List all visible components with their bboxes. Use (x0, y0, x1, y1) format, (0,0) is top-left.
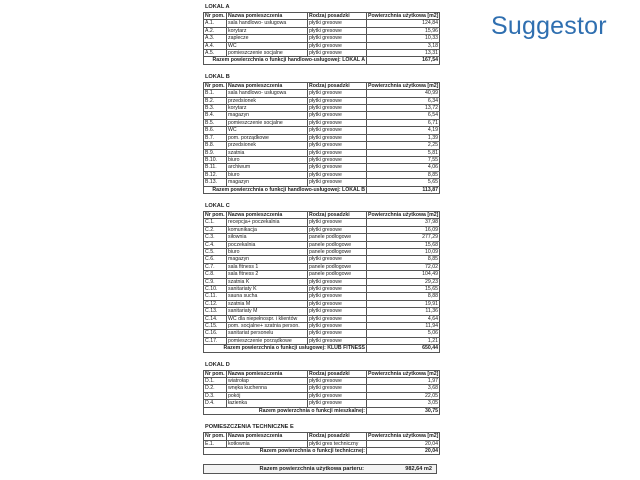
usable-area: 104,49 (367, 271, 440, 278)
floor-type: płytki gresowe (308, 20, 367, 27)
usable-area: 5,81 (367, 149, 440, 156)
floor-type: płytki gresowe (308, 90, 367, 97)
usable-area: 277,29 (367, 234, 440, 241)
room-name: WC (227, 127, 308, 134)
room-name: pomieszczenie socjalne (227, 119, 308, 126)
usable-area: 13,31 (367, 50, 440, 57)
usable-area: 124,84 (367, 20, 440, 27)
floor-type: płytki gresowe (308, 112, 367, 119)
table-row (204, 134, 440, 141)
section-total-value: 20,04 (367, 447, 440, 454)
column-header: Powierzchnia użytkowa [m2] (368, 433, 439, 440)
floor-type: płytki gresowe (308, 256, 367, 263)
floor-type: płytki gresowe (308, 35, 367, 42)
usable-area: 6,71 (367, 119, 440, 126)
room-name: magazyn (227, 179, 308, 186)
room-number: B.6. (204, 127, 227, 134)
room-name: WC (227, 42, 308, 49)
usable-area: 37,98 (367, 219, 440, 226)
usable-area: 15,96 (367, 27, 440, 34)
floor-type: płytki gresowe (308, 330, 367, 337)
table-header-row (204, 370, 440, 377)
room-number: A.3. (204, 35, 227, 42)
floor-type: płytki gresowe (308, 179, 367, 186)
floor-type: płytki gresowe (308, 337, 367, 344)
floor-type: płytki gresowe (308, 219, 367, 226)
floor-type: płytki gresowe (308, 42, 367, 49)
table-row (204, 271, 440, 278)
room-number: C.9. (204, 278, 227, 285)
room-name: pom. socjalne+ szatnia person. (227, 323, 308, 330)
table-row (204, 127, 440, 134)
floor-type: płytki gresowe (308, 286, 367, 293)
table-row (204, 256, 440, 263)
room-number: C.14. (204, 315, 227, 322)
column-header: Nazwa pomieszczenia (227, 433, 308, 440)
table-row (204, 27, 440, 34)
room-number: C.6. (204, 256, 227, 263)
room-name: magazyn (227, 256, 308, 263)
room-number: C.4. (204, 241, 227, 248)
room-name: recepcja+ poczekalnia (227, 219, 308, 226)
room-name: pomieszczenie socjalne (227, 50, 308, 57)
usable-area: 11,94 (367, 323, 440, 330)
floor-type: płytki gres techniczny (308, 440, 367, 447)
grand-total-label: Razem powierzchnia użytkowa parteru: (259, 466, 364, 473)
room-number: B.3. (204, 105, 227, 112)
room-name: sala fitness 1 (227, 263, 308, 270)
table-row (204, 300, 440, 307)
room-number: C.11. (204, 293, 227, 300)
usable-area: 2,25 (367, 142, 440, 149)
floor-type: płytki gresowe (308, 119, 367, 126)
floor-type: płytki gresowe (308, 400, 367, 407)
table-header-row (204, 82, 440, 89)
column-header: Nazwa pomieszczenia (227, 13, 308, 20)
room-number: E.1. (204, 440, 227, 447)
column-header: Nazwa pomieszczenia (227, 82, 308, 89)
room-name: sanitariat personelu (227, 330, 308, 337)
room-name: szatnia (227, 149, 308, 156)
section-total-row (204, 186, 440, 193)
room-name: pokój (227, 392, 308, 399)
section-total-label: Razem powierzchnia o funkcji handlowo-usługowej: LOKAL B (204, 186, 367, 193)
column-header: Nr pom. (205, 370, 225, 377)
usable-area: 1,21 (367, 337, 440, 344)
floor-type: płytki gresowe (308, 308, 367, 315)
column-header: Nazwa pomieszczenia (227, 211, 308, 218)
floor-type: płytki gresowe (308, 171, 367, 178)
room-name: magazyn (227, 112, 308, 119)
room-number: C.3. (204, 234, 227, 241)
room-name: łazienka (227, 400, 308, 407)
usable-area: 19,91 (367, 300, 440, 307)
room-name: przedsionek (227, 97, 308, 104)
table-row (204, 337, 440, 344)
room-number: B.12. (204, 171, 227, 178)
table-row (204, 179, 440, 186)
section-title: LOKAL B (205, 73, 230, 80)
table-row (204, 97, 440, 104)
room-name: sala handlowo- usługowa (227, 90, 308, 97)
usable-area: 8,88 (367, 293, 440, 300)
usable-area: 13,72 (367, 105, 440, 112)
floor-type: płytki gresowe (308, 378, 367, 385)
usable-area: 7,55 (367, 156, 440, 163)
room-number: B.1. (204, 90, 227, 97)
section-total-row (204, 407, 440, 414)
area-table (203, 370, 440, 415)
column-header: Rodzaj posadzki (308, 433, 367, 440)
table-row (204, 330, 440, 337)
room-number: C.15. (204, 323, 227, 330)
usable-area: 3,18 (367, 42, 440, 49)
column-header: Powierzchnia użytkowa [m2] (368, 82, 439, 89)
usable-area: 40,99 (367, 90, 440, 97)
room-name: biuro (227, 156, 308, 163)
room-number: A.1. (204, 20, 227, 27)
floor-type: płytki gresowe (308, 50, 367, 57)
table-row (204, 241, 440, 248)
usable-area: 4,64 (367, 315, 440, 322)
section-total-row (204, 345, 440, 352)
room-number: A.2. (204, 27, 227, 34)
room-number: C.16. (204, 330, 227, 337)
table-row (204, 385, 440, 392)
section-total-label: Razem powierzchnia o funkcji handlowo-usługowej: LOKAL A (204, 57, 367, 64)
table-row (204, 119, 440, 126)
usable-area: 16,09 (367, 226, 440, 233)
section-title: LOKAL D (205, 361, 230, 368)
table-row (204, 248, 440, 255)
section-title: LOKAL A (205, 4, 230, 10)
room-name: sanitariaty K (227, 286, 308, 293)
floor-type: panele podłogowe (308, 234, 367, 241)
section-total-label: Razem powierzchnia o funkcji technicznej: (204, 447, 367, 454)
room-name: pomieszczenie porządkowe (227, 337, 308, 344)
room-number: D.1. (204, 378, 227, 385)
usable-area: 3,68 (367, 385, 440, 392)
room-number: B.13. (204, 179, 227, 186)
room-number: D.2. (204, 385, 227, 392)
table-header-row (204, 13, 440, 20)
room-name: sala fitness 2 (227, 271, 308, 278)
column-header: Rodzaj posadzki (308, 13, 367, 20)
room-name: korytarz (227, 27, 308, 34)
column-header: Nr pom. (205, 13, 225, 19)
table-row (204, 315, 440, 322)
table-row (204, 219, 440, 226)
floor-type: płytki gresowe (308, 142, 367, 149)
floor-type: płytki gresowe (308, 392, 367, 399)
table-row (204, 286, 440, 293)
section-total-value: 30,75 (367, 407, 440, 414)
floor-type: płytki gresowe (308, 300, 367, 307)
section-total-value: 113,87 (367, 186, 440, 193)
room-number: B.10. (204, 156, 227, 163)
usable-area: 6,34 (367, 97, 440, 104)
room-name: poczekalnia (227, 241, 308, 248)
room-name: szatnia M (227, 300, 308, 307)
usable-area: 4,19 (367, 127, 440, 134)
usable-area: 11,36 (367, 308, 440, 315)
table-row (204, 149, 440, 156)
grand-total-value: 982,64 m2 (405, 466, 432, 473)
floor-type: panele podłogowe (308, 241, 367, 248)
room-name: WC dla niepełnospr. i klientów (227, 315, 308, 322)
room-number: C.13. (204, 308, 227, 315)
column-header: Powierzchnia użytkowa [m2] (368, 13, 439, 19)
table-row (204, 142, 440, 149)
room-number: A.4. (204, 42, 227, 49)
usable-area: 1,97 (367, 378, 440, 385)
table-row (204, 263, 440, 270)
floor-type: płytki gresowe (308, 323, 367, 330)
room-name: kotłownia (227, 440, 308, 447)
table-row (204, 278, 440, 285)
usable-area: 5,65 (367, 179, 440, 186)
section-total-row (204, 57, 440, 64)
usable-area: 5,06 (367, 330, 440, 337)
usable-area: 4,06 (367, 164, 440, 171)
table-row (204, 35, 440, 42)
table-row (204, 308, 440, 315)
room-number: B.4. (204, 112, 227, 119)
room-name: przedsionek (227, 142, 308, 149)
room-name: pom. porządkowe (227, 134, 308, 141)
section-total-row (204, 447, 440, 454)
room-name: archiwum (227, 164, 308, 171)
room-number: C.10. (204, 286, 227, 293)
table-row (204, 164, 440, 171)
table-row (204, 323, 440, 330)
column-header: Rodzaj posadzki (308, 370, 367, 377)
room-number: C.7. (204, 263, 227, 270)
floor-type: płytki gresowe (308, 293, 367, 300)
usable-area: 15,65 (367, 286, 440, 293)
area-table (203, 82, 440, 194)
room-name: wiatrołap (227, 378, 308, 385)
column-header: Powierzchnia użytkowa [m2] (368, 211, 439, 218)
floor-type: płytki gresowe (308, 134, 367, 141)
usable-area: 6,54 (367, 112, 440, 119)
area-table (203, 211, 440, 353)
usable-area: 15,68 (367, 241, 440, 248)
floor-type: panele podłogowe (308, 263, 367, 270)
room-number: A.5. (204, 50, 227, 57)
room-name: korytarz (227, 105, 308, 112)
section-total-value: 650,44 (367, 345, 440, 352)
table-row (204, 156, 440, 163)
floor-type: płytki gresowe (308, 105, 367, 112)
column-header: Nr pom. (205, 211, 225, 218)
usable-area: 10,09 (367, 248, 440, 255)
section-total-value: 167,54 (367, 57, 440, 64)
floor-type: płytki gresowe (308, 27, 367, 34)
table-row (204, 50, 440, 57)
column-header: Rodzaj posadzki (308, 211, 367, 218)
room-name: komunikacja (227, 226, 308, 233)
table-row (204, 112, 440, 119)
room-number: C.12. (204, 300, 227, 307)
table-row (204, 400, 440, 407)
table-header-row (204, 433, 440, 440)
floor-type: płytki gresowe (308, 97, 367, 104)
floor-type: płytki gresowe (308, 226, 367, 233)
usable-area: 20,04 (367, 440, 440, 447)
area-table (203, 432, 440, 455)
area-table (203, 12, 440, 65)
room-number: C.17. (204, 337, 227, 344)
room-number: B.11. (204, 164, 227, 171)
section-title: POMIESZCZENIA TECHNICZNE E (205, 424, 294, 431)
room-number: C.1. (204, 219, 227, 226)
table-row (204, 105, 440, 112)
room-number: C.5. (204, 248, 227, 255)
column-header: Nr pom. (205, 82, 225, 89)
floor-type: panele podłogowe (308, 271, 367, 278)
table-row (204, 378, 440, 385)
room-number: B.9. (204, 149, 227, 156)
table-row (204, 440, 440, 447)
room-name: zaplecze (227, 35, 308, 42)
room-number: B.5. (204, 119, 227, 126)
table-row (204, 234, 440, 241)
floor-type: płytki gresowe (308, 164, 367, 171)
floor-type: płytki gresowe (308, 149, 367, 156)
room-number: B.7. (204, 134, 227, 141)
floor-type: płytki gresowe (308, 385, 367, 392)
section-total-label: Razem powierzchnia o funkcji usługowej: KLUB FITNESS (204, 345, 367, 352)
room-name: szatnia K (227, 278, 308, 285)
table-row (204, 171, 440, 178)
usable-area: 22,05 (367, 392, 440, 399)
room-name: sauna sucha (227, 293, 308, 300)
floor-type: płytki gresowe (308, 127, 367, 134)
column-header: Nazwa pomieszczenia (227, 370, 308, 377)
table-row (204, 20, 440, 27)
usable-area: 72,02 (367, 263, 440, 270)
usable-area: 3,05 (367, 400, 440, 407)
room-name: biuro (227, 248, 308, 255)
area-tables-document (203, 0, 439, 474)
floor-type: płytki gresowe (308, 278, 367, 285)
table-row (204, 226, 440, 233)
column-header: Rodzaj posadzki (308, 82, 367, 89)
room-number: D.3. (204, 392, 227, 399)
floor-type: płytki gresowe (308, 156, 367, 163)
grand-total-row (203, 464, 437, 474)
room-name: sanitariaty M (227, 308, 308, 315)
table-row (204, 392, 440, 399)
table-header-row (204, 211, 440, 218)
room-number: C.8. (204, 271, 227, 278)
table-row (204, 90, 440, 97)
brand-logo-text: Suggestor (491, 12, 607, 40)
column-header: Nr pom. (205, 433, 225, 440)
table-row (204, 42, 440, 49)
section-total-label: Razem powierzchnia o funkcji mieszkalnej: (204, 407, 367, 414)
floor-type: płytki gresowe (308, 315, 367, 322)
room-number: C.2. (204, 226, 227, 233)
usable-area: 1,39 (367, 134, 440, 141)
usable-area: 8,85 (367, 256, 440, 263)
usable-area: 8,85 (367, 171, 440, 178)
room-number: D.4. (204, 400, 227, 407)
room-name: sala handlowo- usługowa (227, 20, 308, 27)
room-number: B.2. (204, 97, 227, 104)
usable-area: 29,23 (367, 278, 440, 285)
room-name: siłownia (227, 234, 308, 241)
table-row (204, 293, 440, 300)
column-header: Powierzchnia użytkowa [m2] (368, 370, 439, 377)
room-number: B.8. (204, 142, 227, 149)
room-name: wnęka kuchenna (227, 385, 308, 392)
usable-area: 10,33 (367, 35, 440, 42)
floor-type: panele podłogowe (308, 248, 367, 255)
room-name: biuro (227, 171, 308, 178)
section-title: LOKAL C (205, 202, 230, 209)
